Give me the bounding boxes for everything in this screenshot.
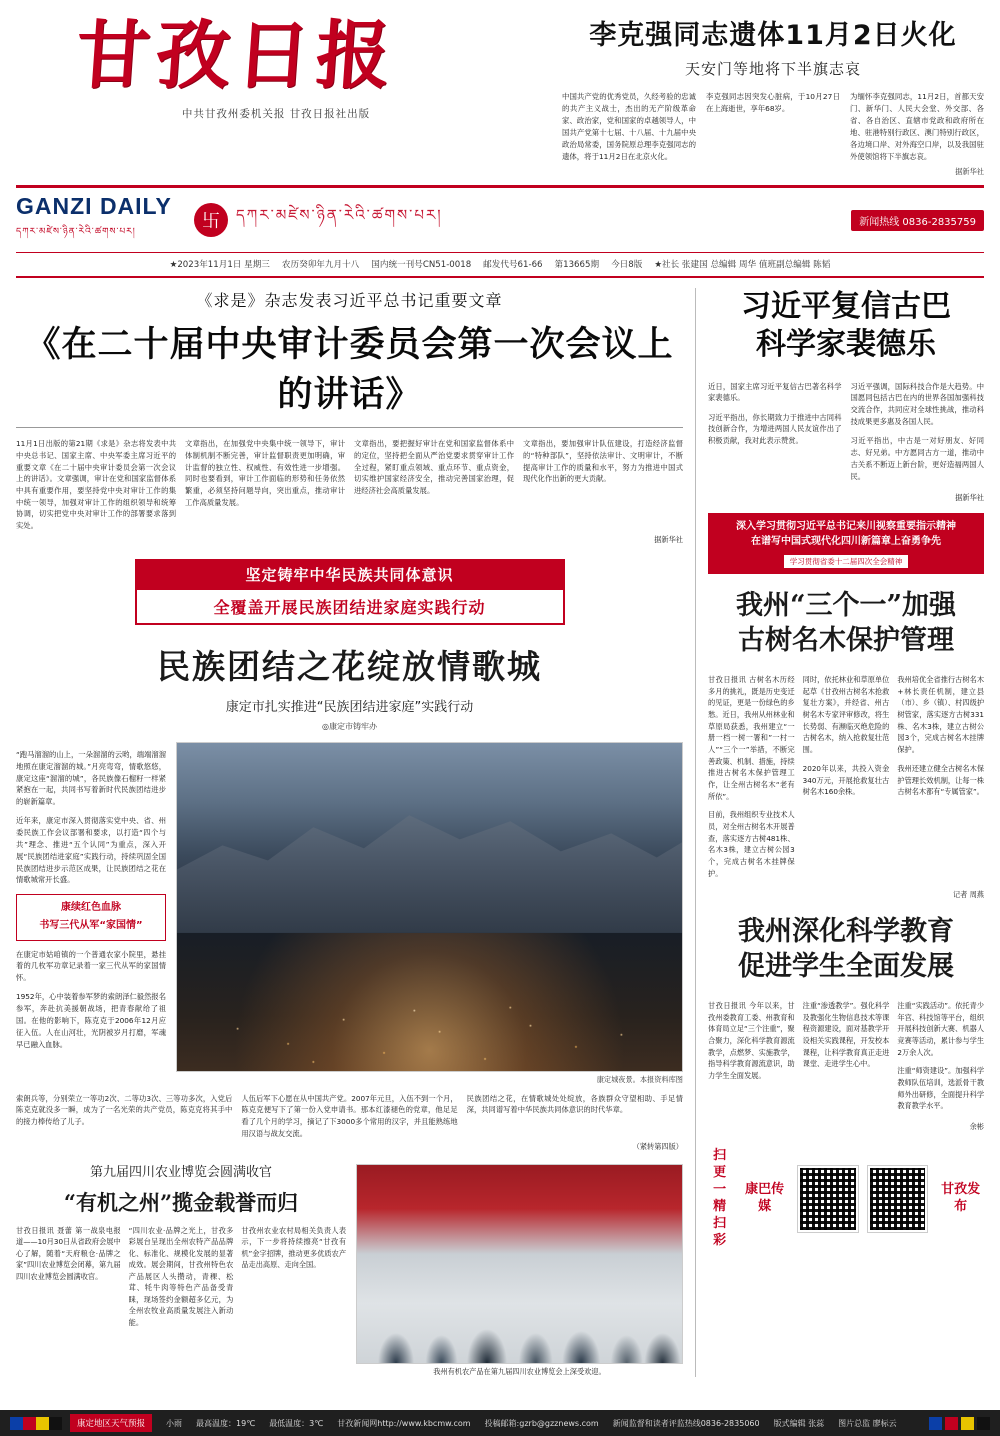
footer-item: 小雨 [166, 1418, 183, 1428]
qr-section [708, 1148, 984, 1249]
dateline-item: 邮发代号61-66 [483, 260, 543, 271]
masthead-brand [16, 13, 536, 121]
masthead [16, 0, 984, 177]
media-line-2: 甘孜发布 [941, 1182, 981, 1214]
article-source: 据新华社 [654, 534, 683, 544]
feature-paragraph: 在康定市姑咱镇的一个普通农家小院里，悬挂着的几枚军功章记录着一家三代从军的家国情怀。 [16, 949, 166, 983]
tibetan-title: དཀར་མཛེས་ཉིན་རེའི་ཚགས་པར། [236, 206, 443, 225]
feature-row [16, 742, 683, 1085]
swatch-yellow [36, 1417, 49, 1430]
side-source: 据新华社 [955, 492, 984, 502]
side-paragraph: 习近平指出，中古是一对好朋友、好同志、好兄弟。中方愿同古方一道，推动中古关系不断迈上新台阶，更好造福两国人民。 [850, 436, 984, 481]
scan-line-1: 扫更 [713, 1148, 727, 1181]
feature-subheadline: 康定市扎实推进“民族团结进家庭”实践行动 [225, 699, 474, 715]
footer-item: 最低温度：3℃ [269, 1418, 324, 1428]
trees-paragraph: 我州还建立健全古树名木保护管理长效机制，让每一株古树名木都有“专属管家”。 [897, 763, 985, 797]
side-column [696, 288, 984, 1377]
qr-code-ganzi[interactable] [868, 1166, 928, 1232]
bottom-section [16, 1164, 683, 1377]
scan-line-2: 一精 [713, 1182, 727, 1214]
feature-bottom-columns [16, 1093, 683, 1140]
swatch-magenta-right [945, 1417, 958, 1430]
article-paragraph: 文章指出，要加强审计队伍建设，打造经济监督的“特种部队”，坚持依法审计、文明审计，不断提高审计工作的质量和水平，努力为推进中国式现代化作出新的更大贡献。 [523, 439, 683, 484]
agri-paragraph: 甘孜日报讯 聂蕾 第一战泉电报道——10月30日从省政府会展中心了解，随着“天府粮仓·品牌之家”四川农业博览会闭幕，第九届四川农业博览会圆满收官。 [16, 1225, 121, 1281]
agri-headline: “有机之州”揽金载誉而归 [63, 1189, 299, 1215]
swatch-black-right [977, 1417, 990, 1430]
campaign-redbox [708, 513, 984, 574]
scan-line-3: 扫彩 [713, 1215, 727, 1248]
side-headline-line-1: 习近平复信古巴 [741, 289, 951, 325]
redbox-line-2: 在谱写中国式现代化四川新篇章上奋勇争先 [751, 535, 941, 547]
footer-item: 最高温度：19℃ [196, 1418, 256, 1428]
sci-paragraph: 注重“实践活动”。依托青少年宫、科技馆等平台，组织开展科技创新大赛、机器人竞赛等活动，累计参与学生2万余人次。 [897, 1000, 985, 1057]
swatch-black [49, 1417, 62, 1430]
lead-body [562, 91, 984, 163]
expo-photo [356, 1164, 683, 1364]
sci-headline-line-2: 促进学生全面发展 [738, 950, 954, 982]
sci-paragraph: 甘孜日报讯 今年以来，甘孜州委教育工委、州教育和体育局立足“三个注重”，聚合聚力，深化科学教育源流教学，点燃梦、实施教学，指导科学教育源流意识，助力学生全面发展。 [708, 1000, 795, 1080]
lead-paragraph: 中国共产党的优秀党员，久经考验的忠诚的共产主义战士，杰出的无产阶级革命家、政治家，党和国家的卓越领导人，中国共产党第十七届、十八届、十九届中央政治局常委，国务院原总理李克强同志的遗体，将于11月2日在北京火化。 [562, 92, 696, 162]
side-paragraph: 近日，国家主席习近平复信古巴著名科学家裴德乐。 [708, 381, 842, 403]
dateline [16, 253, 984, 278]
article-paragraph: 11月1日出版的第21期《求是》杂志将发表中共中央总书记、国家主席、中央军委主席习近平的重要文章《在二十届中央审计委员会第一次会议上的讲话》。文章强调，审计在党和国家监督体系中具有重要作用，要坚持党中央对审计工作的集中统一领导，加强对审计工作的组织领导和统筹协调，切实把党中央对审计工作的部署要求落到实处。 [16, 439, 176, 530]
swatch-cyan [10, 1417, 23, 1430]
ancient-trees-article [708, 588, 984, 900]
lead-source: 据新华社 [955, 167, 984, 177]
expo-photo-caption: 我州有机农产品在第九届四川农业博览会上深受欢迎。 [433, 1367, 606, 1377]
article-paragraph: 文章指出，在加强党中央集中统一领导下，审计体制机制不断完善，审计监督职责更加明确，审计监督的独立性、权威性、有效性进一步增强。同时也要看到，审计工作面临的形势和任务依然繁重，必须坚持问题导向，突出重点，推动审计工作高质量发展。 [185, 439, 345, 507]
banner-brand [16, 193, 186, 247]
quote-line-1: 康续红色血脉 [61, 902, 121, 914]
dateline-item: 今日8版 [611, 260, 643, 271]
ribbon-line-1: 坚定铸牢中华民族共同体意识 [135, 559, 565, 590]
agri-body [16, 1225, 346, 1329]
dateline-item: 第13665期 [554, 260, 600, 271]
feature-paragraph: 1952年，心中装着参军梦的索朗泽仁毅然报名参军，奔赴抗美援朝战场，把青春献给了祖国。在他的影响下，陈克克于2006年12月应征入伍。人在山河壮，光阴被岁月打磨，军魂早已融入血脉。 [16, 992, 166, 1049]
divider [16, 427, 683, 428]
swatch-cyan-right [929, 1417, 942, 1430]
footer-bar [0, 1410, 1000, 1436]
quote-line-2: 书写三代从军“家国情” [39, 920, 143, 932]
article-paragraph: 文章指出，要把握好审计在党和国家监督体系中的定位，坚持把全面从严治党要求贯穿审计工作全过程，紧盯重点领域、重点环节、重点资金，切实维护国家经济安全，推动完善国家治理，促进经济社会高质量发展。 [354, 439, 514, 495]
trees-byline: 记者 周燕 [952, 889, 984, 899]
trees-paragraph: 甘孜日报讯 古树名木历经多月的挑礼，既是历史变迁的见证，更是一份绿色的乡愁。近日，我州从州林业和草原局获悉，我州建立“一册一档一树一署和”一村一人”“三个一”举措，不断完善政策、机制、措施，持续推进古树名木保护管理工作，让全州古树名木“老有所依”。 [708, 675, 795, 801]
sci-paragraph: 注重“渗透教学”。强化科学及教强化生物信息技术等课程资源建设，面对基教学开设相关实践课程，开发校本课程，让科学教育真正走进课堂、走进学生心中。 [802, 1000, 890, 1069]
media-label-2 [937, 1182, 984, 1216]
feature-paragraph: “跑马溜溜的山上，一朵溜溜的云哟，端端溜溜地照在康定溜溜的城。”月亮弯弯，情歌悠悠，康定这座“溜溜的城”，各民族像石榴籽一样紧紧抱在一起，共同书写着新时代民族团结进步的崭新篇章。 [16, 749, 166, 807]
trees-paragraph: 同时，依托林业和草原单位起草《甘孜州古树名木抢救复壮方案》，并经省、州古树名木专家评审修改，将生长势弱、有濒临灭绝危险的古树名木，纳入抢救复壮范围。 [802, 675, 890, 754]
feature-headline: 民族团结之花绽放情歌城 [157, 646, 542, 686]
masthead-subtitle: 中共甘孜州委机关报 甘孜日报社出版 [181, 107, 371, 120]
redbox-line-1: 深入学习贯彻习近平总书记来川视察重要指示精神 [736, 520, 956, 532]
feature-paragraph: 人伍后军下心愿在从中国共产党。2007年元旦，入伍不到一个月，陈克克便写下了第一份入党申请书。那本红漆褪色的党章，他足足看了几个月的学习，摘记了下3000多个常用的汉字，并且能熟练地用汉语与战友交流。 [241, 1093, 458, 1138]
xi-reply-article [708, 288, 984, 502]
newspaper-logo: 甘孜日报 [73, 13, 400, 99]
media-line-1: 康巴传媒 [745, 1182, 785, 1214]
agri-paragraph: 甘孜州农业农村局相关负责人表示，下一步将持续擦亮“甘孜有机”金字招牌，推动更多优质农产品走出高原、走向全国。 [241, 1225, 347, 1270]
article-kicker: 《求是》杂志发表习近平总书记重要文章 [196, 291, 503, 311]
dateline-item: ★社长 张建国 总编辑 周华 值班副总编辑 陈韬 [654, 260, 831, 271]
lead-paragraph: 李克强同志因突发心脏病，于10月27日在上海逝世，享年68岁。 [706, 92, 840, 114]
main-column [16, 288, 696, 1377]
footer-layout-editor: 版式编辑 张蕊 [773, 1418, 825, 1428]
dateline-item: 农历癸卯年九月十八 [281, 260, 360, 271]
footer-email[interactable]: 投稿邮箱:gzrb@gzznews.com [484, 1418, 599, 1428]
article-qiushi [16, 288, 683, 544]
swatch-magenta [23, 1417, 36, 1430]
hotline-badge: 新闻热线 0836-2835759 [851, 210, 984, 231]
footer-photo-director: 图片总监 廖标云 [838, 1418, 897, 1428]
kangding-night-photo [176, 742, 683, 1072]
feature-left-column [16, 742, 166, 1085]
feature-article [16, 641, 683, 1153]
expo-photo-block [356, 1164, 683, 1377]
feature-paragraph: 索朗兵等，分别荣立一等功2次、二等功3次、三等功多次，入党后陈克克就没多一瞬，成为了一名光荣的共产党员，陈克克将其手中的接力棒传给了儿子。 [16, 1093, 233, 1127]
trees-paragraph: 目前，我州组织专业技术人员，对全州古树名木开展普查，落实逐方古树481株、名木3株，建立古树公园3个，完成古树名木挂牌保护。 [708, 810, 795, 878]
sci-body [708, 993, 984, 1119]
lead-article [536, 18, 984, 177]
dateline-item: ★2023年11月1日 星期三 [169, 260, 270, 271]
theme-ribbon [135, 559, 565, 625]
article-headline: 《在二十届中央审计委员会第一次会议上的讲话》 [25, 324, 674, 416]
ribbon-line-2: 全覆盖开展民族团结进家庭实践行动 [135, 590, 565, 625]
photo-caption: 康定城夜景。本报资料库图 [596, 1074, 683, 1084]
lead-subheadline: 天安门等地将下半旗志哀 [684, 60, 861, 79]
redbox-line-3: 学习贯彻省委十二届四次全会精神 [784, 555, 909, 568]
crowd-layer [357, 1241, 682, 1364]
agri-paragraph: “四川农业·品牌之光上，甘孜多彩展台呈现出全州农特产品品牌化、标准化、规模化发展的显著成效。展会期间，甘孜州特色农产品展区人头攒动，青稞、松茸、牦牛肉等特色产品备受青睐，现场签约金额超多亿元，为全州农牧业高质量发展注入新动能。 [128, 1225, 234, 1327]
banner-bar [16, 185, 984, 253]
seal-icon: 卐 [194, 203, 228, 237]
side-body [708, 373, 984, 489]
banner-tibetan-name: དཀར་མཛེས་ཉིན་རེའི་ཚགས་པར། [16, 227, 136, 238]
sci-byline: 余彬 [969, 1122, 984, 1132]
feature-quote-box [16, 894, 166, 940]
footer-website[interactable]: 甘孜新闻网http://www.kbcmw.com [337, 1418, 471, 1428]
sci-headline-line-1: 我州深化科学教育 [738, 915, 954, 947]
weather-badge: 康定地区天气预报 [70, 1414, 152, 1432]
agri-kicker: 第九届四川农业博览会圆满收官 [89, 1165, 272, 1181]
lead-headline: 李克强同志遗体11月2日火化 [589, 20, 957, 51]
mountain-layer [177, 782, 682, 933]
color-swatches-left [10, 1417, 62, 1430]
trees-body [708, 667, 984, 887]
dateline-item: 国内统一刊号CN51-0018 [371, 260, 472, 271]
agri-expo-article [16, 1164, 346, 1377]
trees-paragraph: 我州培优全省推行古树名木+林长责任机制，建立县（市）、乡（镇）、村四级护树管家，落实逐方古树331株、名木3株，建立古树公园3个，完成古树名木挂牌保护。 [897, 675, 985, 754]
trees-paragraph: 2020年以来，共投入资金340万元，开展抢救复壮古树名木160余株。 [802, 763, 890, 797]
trees-headline-line-1: 我州“三个一”加强 [735, 589, 957, 621]
feature-photo-block [176, 742, 683, 1085]
side-headline-line-2: 科学家裴德乐 [756, 326, 936, 362]
sci-paragraph: 注重“师资建设”。加强科学教师队伍培训，选派骨干教师外出研修，全面提升科学教育教学水平。 [897, 1066, 985, 1111]
feature-paragraph: 近年来，康定市深入贯彻落实党中央、省、州委民族工作会议部署和要求，以打造“四个与共”理念、推进“五个认同”为重点，深入开展“民族团结进家庭”实践行动，持续巩固全国民族团结进步示范区成果，让民族团结之花在情歌城常开长盛。 [16, 816, 166, 885]
city-lights-layer [177, 920, 682, 1071]
footer-supervision-line: 新闻监督和读者评监热线0836-2835060 [612, 1418, 760, 1428]
media-label [741, 1182, 788, 1216]
side-paragraph: 习近平指出，你长期致力于推进中古同科技创新合作，为增进两国人民友谊作出了积极贡献，我对此表示赞赏。 [708, 412, 842, 446]
qr-code-kangba[interactable] [798, 1166, 858, 1232]
main-grid [16, 288, 984, 1377]
color-swatches-right [929, 1417, 990, 1430]
feature-byline: ◎康定市铸牢办 [322, 721, 377, 731]
trees-headline-line-2: 古树名木保护管理 [738, 624, 954, 656]
feature-continued: （紧转第四版） [632, 1142, 683, 1152]
side-paragraph: 习近平强调，国际科技合作是大趋势。中国愿同包括古巴在内的世界各国加强科技交流合作，共同应对全球性挑战，推动科技成果更多惠及各国人民。 [850, 381, 984, 427]
lead-paragraph: 为缅怀李克强同志，11月2日，首都天安门、新华门、人民大会堂、外交部、各省、各自治区、直辖市党政和政府所在地、驻港特别行政区、澳门特别行政区，各边境口岸、对外海空口岸，以及我国驻外使领馆将下半旗志哀。 [850, 92, 984, 162]
banner-english-name: GANZI DAILY [16, 193, 172, 220]
feature-paragraph: 民族团结之花，在情歌城处处绽放，各族群众守望相助、手足情深，共同谱写着中华民族共同体意识的时代华章。 [466, 1093, 683, 1115]
scan-label [708, 1148, 731, 1249]
article-body [16, 438, 683, 531]
science-education-article [708, 914, 984, 1133]
swatch-yellow-right [961, 1417, 974, 1430]
